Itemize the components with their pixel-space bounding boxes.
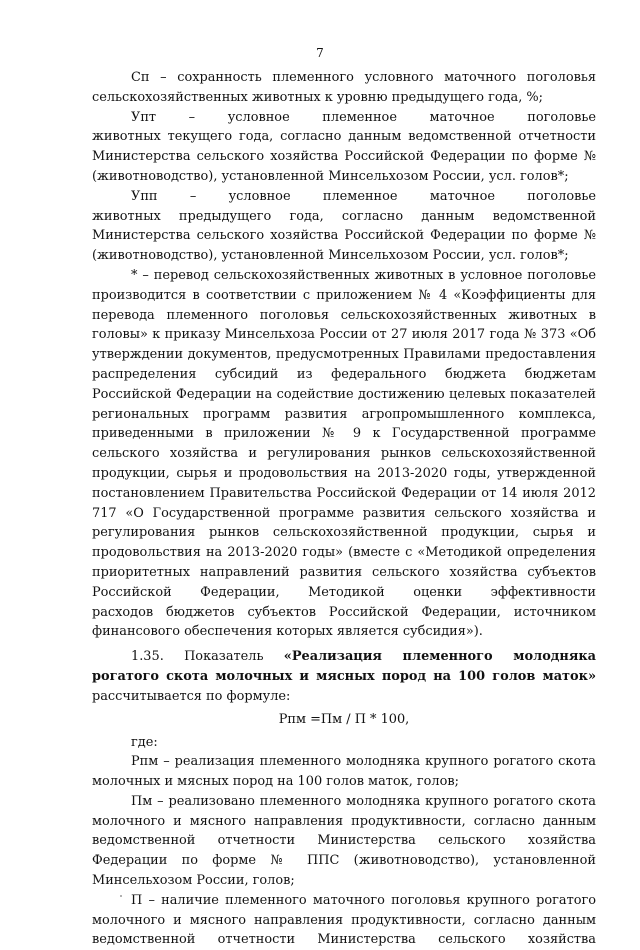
text-line-p-def-3: ведомственной отчетности Министерства сельского хозяйства	[92, 932, 596, 948]
text-line-cp-def-2: сельскохозяйственных животных к уровню предыдущего года, %;	[92, 89, 544, 105]
section-title-part1: «Реализация племенного молодняка	[283, 649, 596, 665]
text-line-ypp-def-1: Упп – условное племенное маточное поголовье	[131, 188, 596, 204]
text-line-footnote-18: расходов бюджетов субъектов Российской Федерации, источником	[92, 604, 596, 620]
text-line-footnote-13: 717 «О Государственной программе развития сельского хозяйства и	[92, 505, 596, 521]
formula-definitions-block	[92, 752, 596, 950]
text-line-ypp-def-3: Министерства сельского хозяйства Российской Федерации по форме №	[92, 228, 596, 244]
text-line-pm-def-3: ведомственной отчетности Министерства сельского хозяйства	[92, 833, 596, 849]
text-line-ypp-def-2: животных предыдущего года, согласно данным ведомственной	[92, 208, 596, 224]
text-line-footnote-12: постановлением Правительства Российской Федерации от 14 июля 2012	[92, 485, 596, 501]
text-line-rpm-def-1: Рпм – реализация племенного молодняка крупного рогатого скота	[131, 754, 596, 770]
text-line-footnote-5: утверждении документов, предусмотренных Правилами предоставления	[92, 347, 596, 363]
text-line-ypt-def-1: Упт – условное племенное маточное поголовье	[131, 109, 596, 125]
text-line-p-def-2: молочного и мясного направления продуктивности, согласно данным	[92, 912, 596, 928]
text-line-footnote-16: приоритетных направлений развития сельского хозяйства субъектов	[92, 564, 596, 580]
text-line-rpm-def-2: молочных и мясных пород на 100 голов маток, голов;	[92, 774, 459, 790]
text-line-ypp-def-4: (животноводство), установленной Минсельхозом России, усл. голов*;	[92, 248, 569, 264]
text-line-footnote-14: регулирования рынков сельскохозяйственной продукции, сырья и	[92, 525, 596, 541]
page-number: 7	[316, 46, 324, 60]
text-line-footnote-1: * – перевод сельскохозяйственных животных в условное поголовье	[131, 267, 596, 283]
text-line-pm-def-5: Минсельхозом России, голов;	[92, 873, 295, 889]
text-line-footnote-8: региональных программ развития агропромышленного комплекса,	[92, 406, 596, 422]
text-line-p-def-1: П – наличие племенного маточного поголовья крупного рогатого	[131, 892, 596, 908]
text-line-footnote-4: головы» к приказу Минсельхоза России от 27 июля 2017 года № 373 «Об	[92, 327, 596, 343]
text-line-footnote-10: сельского хозяйства и регулирования рынков сельскохозяйственной	[92, 446, 596, 462]
text-line-ypt-def-2: животных текущего года, согласно данным ведомственной отчетности	[92, 129, 596, 145]
document-body	[92, 68, 596, 950]
formula: Рпм =Пм / П * 100,	[278, 711, 410, 727]
text-line-pm-def-2: молочного и мясного направления продуктивности, согласно данным	[92, 813, 596, 829]
text-line-pm-def-4: Федерации по форме № ППС (животноводство), установленной	[92, 853, 596, 869]
definitions-block	[92, 68, 596, 642]
text-line-footnote-19: финансового обеспечения которых является субсидия»).	[92, 624, 483, 640]
text-line-ypt-def-4: (животноводство), установленной Минсельхозом России, усл. голов*;	[92, 168, 569, 184]
text-line-footnote-7: Российской Федерации на содействие достижению целевых показателей	[92, 386, 596, 402]
section-after-title: рассчитывается по формуле:	[92, 688, 291, 704]
text-line-ypt-def-3: Министерства сельского хозяйства Российской Федерации по форме №	[92, 149, 596, 165]
section-heading-line-1	[92, 647, 596, 667]
section-number: 1.35. Показатель	[131, 649, 284, 665]
text-line-footnote-9: приведенными в приложении № 9 к Государственной программе	[92, 426, 596, 442]
text-line-footnote-6: распределения субсидий из федерального бюджета бюджетам	[92, 366, 596, 382]
section-title-part2: рогатого скота молочных и мясных пород на 100 голов маток»	[92, 668, 596, 684]
text-line-footnote-15: продовольствия на 2013-2020 годы» (вместе с «Методикой определения	[92, 545, 596, 561]
text-line-footnote-11: продукции, сырья и продовольствия на 2013-2020 годы, утвержденной	[92, 465, 596, 481]
text-line-footnote-3: перевода племенного поголовья сельскохозяйственных животных в	[92, 307, 596, 323]
scan-speck	[120, 895, 122, 897]
text-line-pm-def-1: Пм – реализовано племенного молодняка крупного рогатого скота	[131, 793, 596, 809]
text-line-footnote-2: производится в соответствии с приложением № 4 «Коэффициенты для	[92, 287, 596, 303]
where-label: где:	[131, 734, 158, 750]
text-line-cp-def-1: Сп – сохранность племенного условного маточного поголовья	[131, 70, 596, 85]
text-line-footnote-17: Российской Федерации, Методикой оценки эффективности	[92, 584, 596, 600]
